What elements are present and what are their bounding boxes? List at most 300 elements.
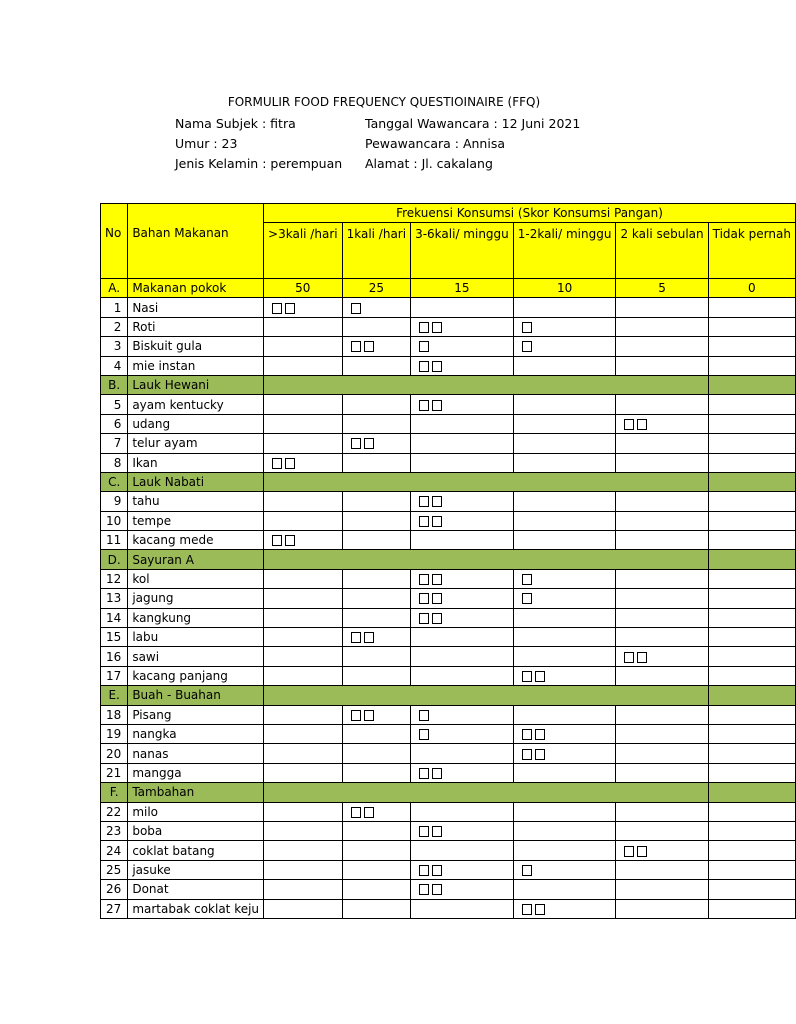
frequency-cell[interactable] <box>411 880 514 899</box>
section-label: Lauk Nabati <box>128 472 264 491</box>
frequency-cell[interactable] <box>264 317 343 336</box>
food-row <box>101 705 796 724</box>
frequency-cell[interactable] <box>264 705 343 724</box>
checkbox-icon <box>419 729 429 740</box>
checkbox-icon <box>364 807 374 818</box>
section-row <box>101 375 796 394</box>
subject-name: Nama Subjek : fitra <box>175 116 296 131</box>
food-row <box>101 841 796 860</box>
frequency-cell[interactable] <box>708 647 795 666</box>
checkbox-icon <box>624 419 634 430</box>
frequency-cell[interactable] <box>513 744 616 763</box>
food-row <box>101 880 796 899</box>
food-no: 21 <box>101 763 128 782</box>
frequency-cell[interactable] <box>342 589 410 608</box>
food-name: tahu <box>128 492 264 511</box>
food-row <box>101 531 796 550</box>
food-no: 2 <box>101 317 128 336</box>
checkbox-icon <box>285 535 295 546</box>
checkbox-icon <box>522 865 532 876</box>
section-code: F. <box>101 783 128 802</box>
frequency-cell[interactable] <box>616 356 708 375</box>
frequency-cell[interactable] <box>411 608 514 627</box>
frequency-cell[interactable] <box>616 763 708 782</box>
header-freq-4: 2 kali sebulan <box>616 223 708 279</box>
frequency-cell[interactable] <box>708 298 795 317</box>
frequency-cell[interactable] <box>616 317 708 336</box>
frequency-cell[interactable] <box>616 841 708 860</box>
food-name: ayam kentucky <box>128 395 264 414</box>
checkbox-icon <box>364 438 374 449</box>
food-name: Ikan <box>128 453 264 472</box>
section-label: Lauk Hewani <box>128 375 264 394</box>
checkbox-icon <box>432 826 442 837</box>
frequency-cell[interactable] <box>411 628 514 647</box>
frequency-cell[interactable] <box>616 453 708 472</box>
checkbox-icon <box>272 303 282 314</box>
score-cell: 50 <box>264 279 343 298</box>
checkbox-icon <box>351 438 361 449</box>
frequency-cell[interactable] <box>342 434 410 453</box>
section-fill <box>264 783 709 802</box>
section-code: A. <box>101 279 128 298</box>
food-no: 22 <box>101 802 128 821</box>
frequency-cell[interactable] <box>342 666 410 685</box>
frequency-cell[interactable] <box>708 666 795 685</box>
frequency-cell[interactable] <box>708 724 795 743</box>
frequency-cell[interactable] <box>708 880 795 899</box>
header-freq-5: Tidak pernah <box>708 223 795 279</box>
frequency-cell[interactable] <box>411 453 514 472</box>
checkbox-icon <box>637 652 647 663</box>
frequency-cell[interactable] <box>342 511 410 530</box>
header-freq-0: >3kali /hari <box>264 223 343 279</box>
food-name: boba <box>128 821 264 840</box>
frequency-cell[interactable] <box>411 724 514 743</box>
food-no: 17 <box>101 666 128 685</box>
food-row <box>101 666 796 685</box>
frequency-cell[interactable] <box>411 317 514 336</box>
frequency-cell[interactable] <box>513 453 616 472</box>
food-name: tempe <box>128 511 264 530</box>
food-no: 3 <box>101 337 128 356</box>
food-row <box>101 434 796 453</box>
frequency-cell[interactable] <box>411 705 514 724</box>
section-row <box>101 279 796 298</box>
frequency-cell[interactable] <box>264 434 343 453</box>
food-row <box>101 608 796 627</box>
frequency-cell[interactable] <box>342 821 410 840</box>
frequency-cell[interactable] <box>264 414 343 433</box>
frequency-cell[interactable] <box>616 899 708 918</box>
frequency-cell[interactable] <box>264 628 343 647</box>
frequency-cell[interactable] <box>708 453 795 472</box>
frequency-cell[interactable] <box>411 802 514 821</box>
frequency-cell[interactable] <box>616 298 708 317</box>
checkbox-icon <box>432 865 442 876</box>
frequency-cell[interactable] <box>264 492 343 511</box>
frequency-cell[interactable] <box>411 414 514 433</box>
frequency-cell[interactable] <box>342 763 410 782</box>
checkbox-icon <box>522 574 532 585</box>
frequency-cell[interactable] <box>411 860 514 879</box>
section-label: Buah - Buahan <box>128 686 264 705</box>
frequency-cell[interactable] <box>411 434 514 453</box>
section-label: Makanan pokok <box>128 279 264 298</box>
frequency-cell[interactable] <box>264 647 343 666</box>
checkbox-icon <box>419 593 429 604</box>
food-no: 8 <box>101 453 128 472</box>
checkbox-icon <box>522 749 532 760</box>
ffq-table <box>100 203 796 919</box>
food-name: Pisang <box>128 705 264 724</box>
frequency-cell[interactable] <box>342 356 410 375</box>
frequency-cell[interactable] <box>264 511 343 530</box>
frequency-cell[interactable] <box>411 511 514 530</box>
checkbox-icon <box>432 574 442 585</box>
frequency-cell[interactable] <box>411 744 514 763</box>
food-name: martabak coklat keju <box>128 899 264 918</box>
food-no: 19 <box>101 724 128 743</box>
frequency-cell[interactable] <box>264 860 343 879</box>
frequency-cell[interactable] <box>513 337 616 356</box>
frequency-cell[interactable] <box>616 666 708 685</box>
frequency-cell[interactable] <box>411 356 514 375</box>
checkbox-icon <box>419 400 429 411</box>
frequency-cell[interactable] <box>264 589 343 608</box>
food-no: 9 <box>101 492 128 511</box>
frequency-cell[interactable] <box>708 317 795 336</box>
checkbox-icon <box>351 303 361 314</box>
section-row <box>101 472 796 491</box>
food-row <box>101 492 796 511</box>
frequency-cell[interactable] <box>513 317 616 336</box>
frequency-cell[interactable] <box>616 647 708 666</box>
checkbox-icon <box>272 458 282 469</box>
frequency-cell[interactable] <box>342 608 410 627</box>
frequency-cell[interactable] <box>264 569 343 588</box>
checkbox-icon <box>419 341 429 352</box>
frequency-cell[interactable] <box>264 841 343 860</box>
frequency-cell[interactable] <box>513 434 616 453</box>
score-cell: 15 <box>411 279 514 298</box>
section-row <box>101 550 796 569</box>
frequency-cell[interactable] <box>264 453 343 472</box>
frequency-cell[interactable] <box>708 705 795 724</box>
frequency-cell[interactable] <box>513 608 616 627</box>
frequency-cell[interactable] <box>411 298 514 317</box>
frequency-cell[interactable] <box>264 724 343 743</box>
frequency-cell[interactable] <box>264 821 343 840</box>
food-name: jagung <box>128 589 264 608</box>
frequency-cell[interactable] <box>513 880 616 899</box>
frequency-cell[interactable] <box>708 589 795 608</box>
food-no: 4 <box>101 356 128 375</box>
frequency-cell[interactable] <box>342 317 410 336</box>
frequency-cell[interactable] <box>708 434 795 453</box>
checkbox-icon <box>285 303 295 314</box>
food-row <box>101 744 796 763</box>
frequency-cell[interactable] <box>411 899 514 918</box>
frequency-cell[interactable] <box>411 821 514 840</box>
frequency-cell[interactable] <box>616 511 708 530</box>
frequency-cell[interactable] <box>411 337 514 356</box>
food-name: jasuke <box>128 860 264 879</box>
checkbox-icon <box>432 768 442 779</box>
score-cell: 0 <box>708 279 795 298</box>
frequency-cell[interactable] <box>616 880 708 899</box>
frequency-cell[interactable] <box>708 492 795 511</box>
frequency-cell[interactable] <box>616 628 708 647</box>
food-row <box>101 802 796 821</box>
frequency-cell[interactable] <box>513 899 616 918</box>
food-name: coklat batang <box>128 841 264 860</box>
subject-info-right <box>365 114 580 174</box>
frequency-cell[interactable] <box>708 860 795 879</box>
checkbox-icon <box>419 516 429 527</box>
frequency-cell[interactable] <box>708 414 795 433</box>
frequency-cell[interactable] <box>342 724 410 743</box>
frequency-cell[interactable] <box>616 802 708 821</box>
frequency-cell[interactable] <box>616 724 708 743</box>
form-title: FORMULIR FOOD FREQUENCY QUESTIOINAIRE (FFQ) <box>227 95 541 109</box>
frequency-cell[interactable] <box>708 899 795 918</box>
frequency-cell[interactable] <box>342 628 410 647</box>
frequency-cell[interactable] <box>411 395 514 414</box>
frequency-cell[interactable] <box>708 608 795 627</box>
frequency-cell[interactable] <box>342 802 410 821</box>
food-name: kol <box>128 569 264 588</box>
food-no: 1 <box>101 298 128 317</box>
food-no: 15 <box>101 628 128 647</box>
food-no: 16 <box>101 647 128 666</box>
frequency-cell[interactable] <box>411 569 514 588</box>
frequency-cell[interactable] <box>342 298 410 317</box>
frequency-cell[interactable] <box>616 492 708 511</box>
checkbox-icon <box>432 496 442 507</box>
food-row <box>101 356 796 375</box>
checkbox-icon <box>419 613 429 624</box>
food-row <box>101 763 796 782</box>
food-name: sawi <box>128 647 264 666</box>
food-no: 5 <box>101 395 128 414</box>
frequency-cell[interactable] <box>616 337 708 356</box>
frequency-cell[interactable] <box>264 899 343 918</box>
frequency-cell[interactable] <box>411 492 514 511</box>
frequency-cell[interactable] <box>708 531 795 550</box>
header-freq-3: 1-2kali/ minggu <box>513 223 616 279</box>
frequency-cell[interactable] <box>513 666 616 685</box>
frequency-cell[interactable] <box>616 821 708 840</box>
food-name: kangkung <box>128 608 264 627</box>
interviewer: Pewawancara : Annisa <box>365 136 506 151</box>
frequency-cell[interactable] <box>342 453 410 472</box>
frequency-cell[interactable] <box>708 628 795 647</box>
food-no: 7 <box>101 434 128 453</box>
food-no: 27 <box>101 899 128 918</box>
frequency-cell[interactable] <box>411 531 514 550</box>
frequency-cell[interactable] <box>616 395 708 414</box>
frequency-cell[interactable] <box>513 860 616 879</box>
frequency-cell[interactable] <box>616 608 708 627</box>
frequency-cell[interactable] <box>264 763 343 782</box>
checkbox-icon <box>364 341 374 352</box>
frequency-cell[interactable] <box>342 860 410 879</box>
frequency-cell[interactable] <box>264 337 343 356</box>
food-row <box>101 821 796 840</box>
food-row <box>101 453 796 472</box>
frequency-cell[interactable] <box>513 647 616 666</box>
frequency-cell[interactable] <box>513 628 616 647</box>
frequency-cell[interactable] <box>708 744 795 763</box>
food-row <box>101 899 796 918</box>
frequency-cell[interactable] <box>513 356 616 375</box>
checkbox-icon <box>432 322 442 333</box>
frequency-cell[interactable] <box>264 298 343 317</box>
checkbox-icon <box>419 768 429 779</box>
frequency-cell[interactable] <box>342 744 410 763</box>
frequency-cell[interactable] <box>513 802 616 821</box>
frequency-cell[interactable] <box>708 802 795 821</box>
subject-age: Umur : 23 <box>175 136 238 151</box>
frequency-cell[interactable] <box>708 841 795 860</box>
food-row <box>101 511 796 530</box>
frequency-cell[interactable] <box>264 608 343 627</box>
frequency-cell[interactable] <box>513 414 616 433</box>
frequency-cell[interactable] <box>342 395 410 414</box>
food-no: 23 <box>101 821 128 840</box>
food-no: 12 <box>101 569 128 588</box>
frequency-cell[interactable] <box>342 647 410 666</box>
food-no: 25 <box>101 860 128 879</box>
frequency-cell[interactable] <box>342 569 410 588</box>
frequency-cell[interactable] <box>342 880 410 899</box>
frequency-cell[interactable] <box>411 647 514 666</box>
frequency-cell[interactable] <box>616 414 708 433</box>
interview-date: Tanggal Wawancara : 12 Juni 2021 <box>365 116 581 131</box>
frequency-cell[interactable] <box>264 744 343 763</box>
frequency-cell[interactable] <box>411 841 514 860</box>
frequency-cell[interactable] <box>513 841 616 860</box>
frequency-cell[interactable] <box>616 434 708 453</box>
section-fill <box>708 472 795 491</box>
section-fill <box>264 472 709 491</box>
frequency-cell[interactable] <box>708 356 795 375</box>
frequency-cell[interactable] <box>513 298 616 317</box>
frequency-cell[interactable] <box>513 511 616 530</box>
checkbox-icon <box>432 361 442 372</box>
checkbox-icon <box>285 458 295 469</box>
frequency-cell[interactable] <box>411 666 514 685</box>
frequency-cell[interactable] <box>342 705 410 724</box>
frequency-cell[interactable] <box>513 705 616 724</box>
food-no: 13 <box>101 589 128 608</box>
checkbox-icon <box>419 574 429 585</box>
section-code: C. <box>101 472 128 491</box>
food-row <box>101 337 796 356</box>
frequency-cell[interactable] <box>616 589 708 608</box>
section-fill <box>708 686 795 705</box>
checkbox-icon <box>432 400 442 411</box>
frequency-cell[interactable] <box>708 511 795 530</box>
frequency-cell[interactable] <box>264 395 343 414</box>
frequency-cell[interactable] <box>513 763 616 782</box>
frequency-cell[interactable] <box>513 531 616 550</box>
frequency-cell[interactable] <box>264 531 343 550</box>
food-no: 20 <box>101 744 128 763</box>
checkbox-icon <box>535 729 545 740</box>
frequency-cell[interactable] <box>342 414 410 433</box>
checkbox-icon <box>432 613 442 624</box>
checkbox-icon <box>351 807 361 818</box>
frequency-cell[interactable] <box>616 860 708 879</box>
frequency-cell[interactable] <box>264 880 343 899</box>
address: Alamat : Jl. cakalang <box>365 156 493 171</box>
frequency-cell[interactable] <box>264 802 343 821</box>
frequency-cell[interactable] <box>708 763 795 782</box>
frequency-cell[interactable] <box>708 337 795 356</box>
food-row <box>101 317 796 336</box>
frequency-cell[interactable] <box>342 899 410 918</box>
food-no: 18 <box>101 705 128 724</box>
score-cell: 5 <box>616 279 708 298</box>
food-no: 6 <box>101 414 128 433</box>
food-no: 11 <box>101 531 128 550</box>
frequency-cell[interactable] <box>708 821 795 840</box>
section-row <box>101 783 796 802</box>
frequency-cell[interactable] <box>616 744 708 763</box>
score-cell: 10 <box>513 279 616 298</box>
frequency-cell[interactable] <box>513 395 616 414</box>
checkbox-icon <box>419 496 429 507</box>
frequency-cell[interactable] <box>513 569 616 588</box>
food-name: mangga <box>128 763 264 782</box>
checkbox-icon <box>522 341 532 352</box>
section-fill <box>708 783 795 802</box>
frequency-cell[interactable] <box>513 821 616 840</box>
frequency-cell[interactable] <box>342 337 410 356</box>
frequency-cell[interactable] <box>513 492 616 511</box>
frequency-cell[interactable] <box>411 763 514 782</box>
frequency-cell[interactable] <box>708 395 795 414</box>
food-name: Nasi <box>128 298 264 317</box>
food-name: milo <box>128 802 264 821</box>
frequency-cell[interactable] <box>513 724 616 743</box>
frequency-cell[interactable] <box>342 531 410 550</box>
frequency-cell[interactable] <box>616 531 708 550</box>
checkbox-icon <box>535 671 545 682</box>
frequency-cell[interactable] <box>513 589 616 608</box>
checkbox-icon <box>624 652 634 663</box>
section-label: Tambahan <box>128 783 264 802</box>
checkbox-icon <box>419 865 429 876</box>
frequency-cell[interactable] <box>342 841 410 860</box>
frequency-cell[interactable] <box>264 356 343 375</box>
frequency-cell[interactable] <box>616 569 708 588</box>
frequency-cell[interactable] <box>342 492 410 511</box>
food-row <box>101 860 796 879</box>
frequency-cell[interactable] <box>411 589 514 608</box>
food-name: kacang panjang <box>128 666 264 685</box>
frequency-cell[interactable] <box>616 705 708 724</box>
checkbox-icon <box>432 516 442 527</box>
checkbox-icon <box>432 593 442 604</box>
frequency-cell[interactable] <box>708 569 795 588</box>
food-no: 24 <box>101 841 128 860</box>
checkbox-icon <box>419 884 429 895</box>
food-name: nanas <box>128 744 264 763</box>
frequency-cell[interactable] <box>264 666 343 685</box>
